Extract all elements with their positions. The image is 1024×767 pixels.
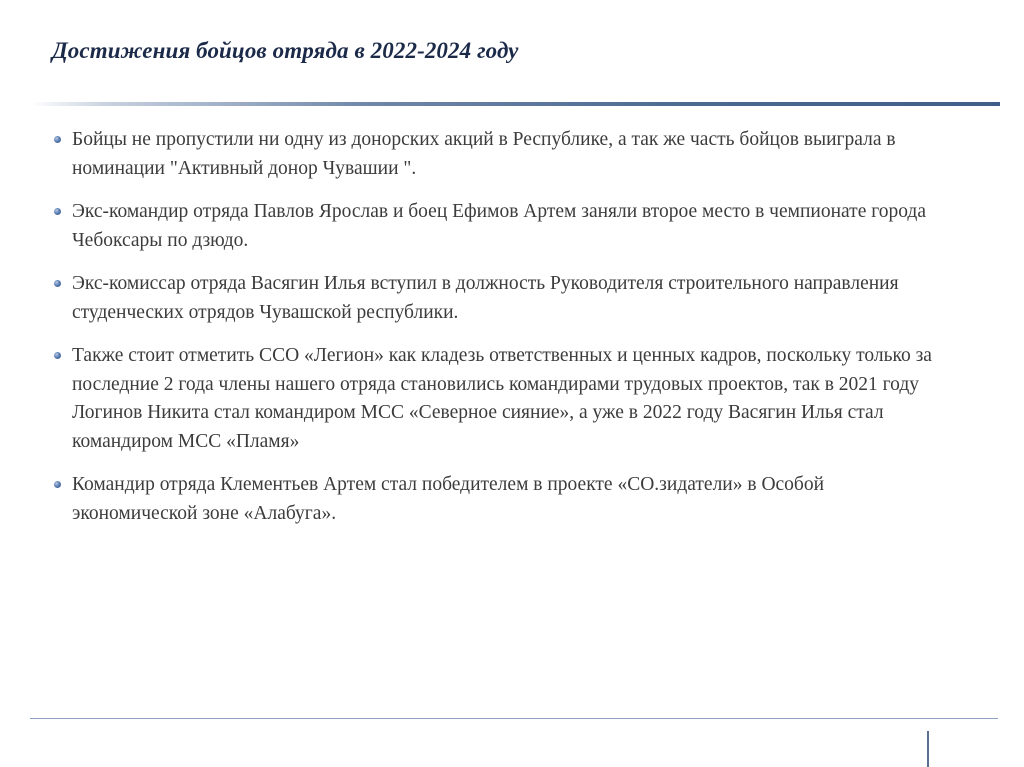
slide-title: Достижения бойцов отряда в 2022-2024 году bbox=[52, 38, 519, 63]
list-item bbox=[52, 198, 952, 255]
list-item bbox=[52, 126, 952, 183]
bullet-icon bbox=[54, 352, 61, 359]
bullet-icon bbox=[54, 280, 61, 287]
bullet-list bbox=[52, 126, 952, 543]
footer-divider bbox=[30, 718, 998, 719]
bullet-icon bbox=[54, 208, 61, 215]
bullet-icon bbox=[54, 481, 61, 488]
list-item bbox=[52, 270, 952, 327]
list-item bbox=[52, 471, 952, 528]
bullet-icon bbox=[54, 136, 61, 143]
footer-tick bbox=[927, 731, 929, 767]
bullet-text: Экс-комиссар отряда Васягин Илья вступил в должность Руководителя строительного направления студенческих отрядов Чувашской республики. bbox=[72, 273, 899, 323]
list-item bbox=[52, 342, 952, 456]
bullet-text: Командир отряда Клементьев Артем стал победителем в проекте «СО.зидатели» в Особой экономической зоне «Алабуга». bbox=[72, 474, 825, 524]
bullet-text: Экс-командир отряда Павлов Ярослав и боец Ефимов Артем заняли второе место в чемпионате города Чебоксары по дзюдо. bbox=[72, 201, 927, 251]
bullet-text: Также стоит отметить ССО «Легион» как кладезь ответственных и ценных кадров, поскольку только за последние 2 года члены нашего отряда становились командирами трудовых проектов, так в 2021 году Логинов Никита стал командиром МСС «Северное сияние», а уже в 2022 году Васягин Илья стал командиром МСС «Пламя» bbox=[72, 345, 932, 452]
bullet-text: Бойцы не пропустили ни одну из донорских акций в Республике, а так же часть бойцов выиграла в номинации "Активный донор Чувашии ". bbox=[72, 129, 896, 179]
title-divider bbox=[30, 102, 1000, 106]
